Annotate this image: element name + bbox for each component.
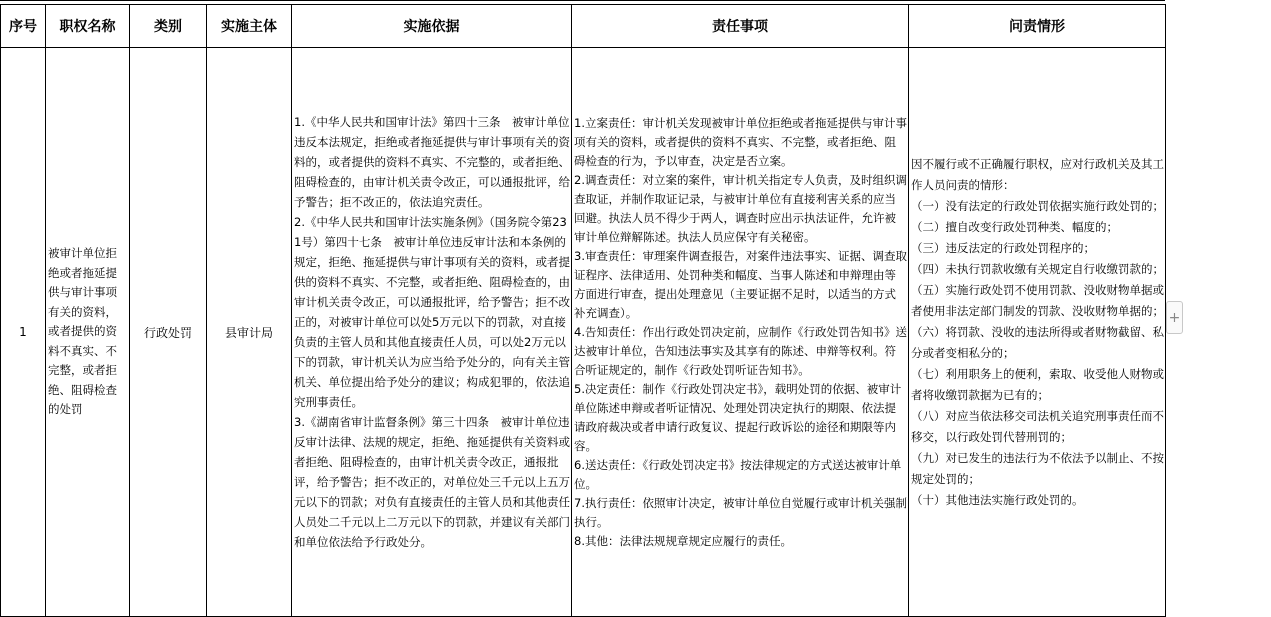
header-basis: 实施依据 — [292, 5, 572, 48]
accountability-item-4: （四）未执行罚款收缴有关规定自行收缴罚款的； — [911, 261, 1164, 276]
responsibility-item-1: 1.立案责任：审计机关发现被审计单位拒绝或者拖延提供与审计事项有关的资料，或者提供的资料不真实、不完整，或者拒绝、阻碍检查的行为，予以审查，决定是否立案。 — [574, 115, 907, 168]
row-category-cell — [130, 48, 207, 617]
header-row — [1, 5, 1166, 48]
row-seq-cell — [1, 48, 46, 617]
basis-item-1: 1.《中华人民共和国审计法》第四十三条 被审计单位违反本法规定，拒绝或者拖延提供与审计事项有关的资料的，或者提供的资料不真实、不完整的，或者拒绝、阻碍检查的，由审计机关责令改正，可以通报批评，给予警告；拒不改正的，依法追究责任。 — [294, 115, 570, 209]
basis-item-2: 2.《中华人民共和国审计法实施条例》（国务院令第231号）第四十七条 被审计单位违反审计法和本条例的规定，拒绝、拖延提供与审计事项有关的资料，或者提供的资料不真实、不完整，或者拒绝、阻碍检查的，由审计机关责令改正，可以通报批评，给予警告；拒不改正的，对被审计单位可以处5万元以下的罚款，对直接负责的主管人员和其他直接责任人员，可以处2万元以下的罚款，审计机关认为应当给予处分的，向有关主管机关、单位提出给予处分的建议；构成犯罪的，依法追究刑事责任。 — [294, 215, 570, 409]
row-responsibilities-cell — [572, 48, 909, 617]
plus-icon: + — [1168, 309, 1181, 326]
header-accountability: 问责情形 — [909, 5, 1166, 48]
row-accountability-cell — [909, 48, 1166, 617]
responsibilities-text — [572, 114, 908, 551]
row-basis-cell — [292, 48, 572, 617]
header-subject: 实施主体 — [207, 5, 292, 48]
accountability-intro: 因不履行或不正确履行职权，应对行政机关及其工作人员问责的情形： — [911, 156, 1164, 192]
add-column-button[interactable] — [1166, 301, 1183, 334]
responsibility-item-8: 8.其他：法律法规规章规定应履行的责任。 — [574, 533, 792, 548]
accountability-item-8: （八）对应当依法移交司法机关追究刑事责任而不移交，以行政处罚代替刑罚的； — [911, 408, 1164, 444]
row-seq: 1 — [19, 325, 27, 339]
row-name-cell — [46, 48, 130, 617]
responsibility-item-4: 4.告知责任：作出行政处罚决定前，应制作《行政处罚告知书》送达被审计单位，告知违法事实及其享有的陈述、申辩等权利。符合听证规定的，制作《行政处罚听证告知书》。 — [574, 324, 907, 377]
header-seq: 序号 — [1, 5, 46, 48]
accountability-item-3: （三）违反法定的行政处罚程序的； — [911, 240, 1095, 255]
row-name: 被审计单位拒绝或者拖延提供与审计事项有关的资料，或者提供的资料不真实、不完整，或者拒绝、阻碍检查的处罚 — [48, 246, 117, 417]
basis-item-3: 3.《湖南省审计监督条例》第三十四条 被审计单位违反审计法律、法规的规定，拒绝、拖延提供有关资料或者拒绝、阻碍检查的，由审计机关责令改正，通报批评，给予警告；拒不改正的，对单位处三千元以上五万元以下的罚款；对负有直接责任的主管人员和其他责任人员处二千元以上二万元以下的罚款，并建议有关部门和单位依法给予行政处分。 — [294, 415, 570, 549]
accountability-text — [909, 154, 1165, 511]
accountability-item-6: （六）将罚款、没收的违法所得或者财物截留、私分或者变相私分的； — [911, 324, 1164, 360]
row-category: 行政处罚 — [143, 325, 192, 340]
accountability-item-2: （二）擅自改变行政处罚种类、幅度的； — [911, 219, 1118, 234]
accountability-item-10: （十）其他违法实施行政处罚的。 — [911, 492, 1084, 507]
header-responsibilities: 责任事项 — [572, 5, 909, 48]
accountability-item-1: （一）没有法定的行政处罚依据实施行政处罚的； — [911, 198, 1164, 213]
responsibility-item-5: 5.决定责任：制作《行政处罚决定书》，载明处罚的依据、被审计单位陈述申辩或者听证情况、处理处罚决定执行的期限、依法提请政府裁决或者申请行政复议、提起行政诉讼的途径和期限等内容。 — [574, 381, 902, 453]
responsibility-item-7: 7.执行责任：依照审计决定，被审计单位自觉履行或审计机关强制执行。 — [574, 495, 907, 529]
power-list-table — [0, 4, 1166, 617]
row-subject: 县审计局 — [224, 325, 273, 340]
header-category: 类别 — [130, 5, 207, 48]
row-subject-cell — [207, 48, 292, 617]
responsibility-item-3: 3.审查责任：审理案件调查报告，对案件违法事实、证据、调查取证程序、法律适用、处罚种类和幅度、当事人陈述和申辩理由等方面进行审查，提出处理意见（主要证据不足时，以适当的方式补充调查）。 — [574, 248, 907, 320]
basis-text — [292, 112, 571, 552]
accountability-item-5: （五）实施行政处罚不使用罚款、没收财物单据或者使用非法定部门制发的罚款、没收财物单据的； — [911, 282, 1164, 318]
header-name: 职权名称 — [46, 5, 130, 48]
responsibility-item-2: 2.调查责任：对立案的案件，审计机关指定专人负责，及时组织调查取证，并制作取证记录，与被审计单位有直接利害关系的应当回避。执法人员不得少于两人，调查时应出示执法证件，允许被审计单位辩解陈述。执法人员应保守有关秘密。 — [574, 172, 907, 244]
accountability-item-9: （九）对已发生的违法行为不依法予以制止、不按规定处罚的； — [911, 450, 1164, 486]
accountability-item-7: （七）利用职务上的便利，索取、收受他人财物或者将收缴罚款据为已有的； — [911, 366, 1164, 402]
table-row — [1, 48, 1166, 617]
responsibility-item-6: 6.送达责任：《行政处罚决定书》按法律规定的方式送达被审计单位。 — [574, 457, 902, 491]
